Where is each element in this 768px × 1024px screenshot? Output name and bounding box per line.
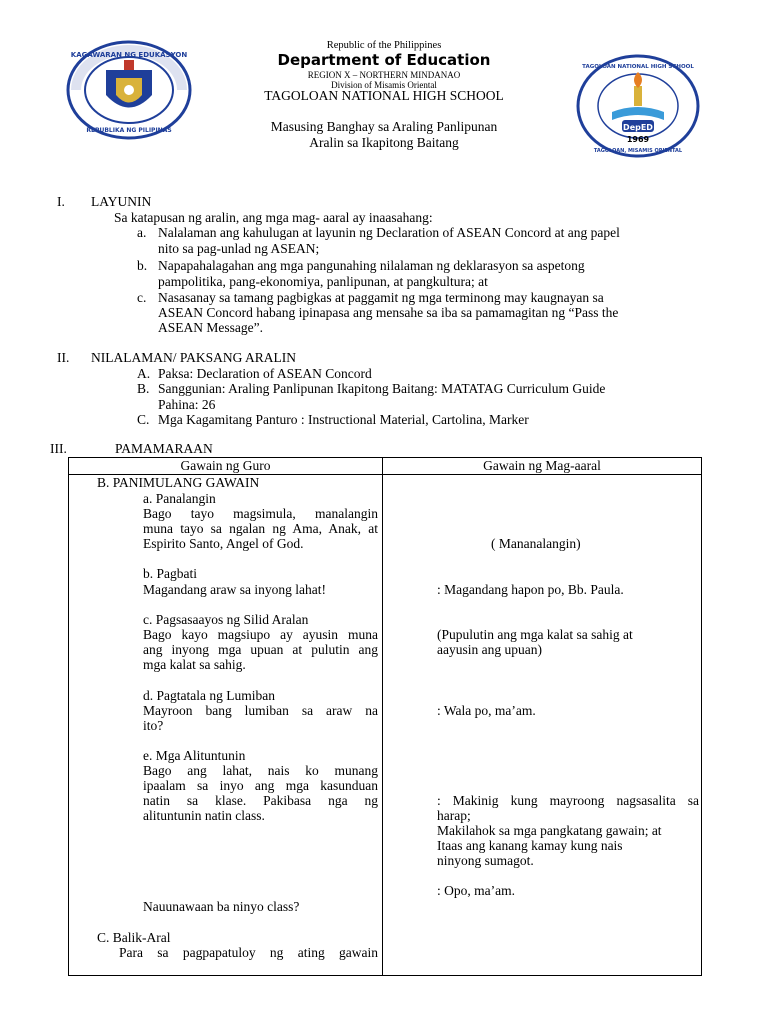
e-teacher-line2: ipaalam sa inyo ang mga kasunduan <box>143 778 378 793</box>
e-student-line6: : Opo, ma’am. <box>437 883 515 898</box>
republic-line: Republic of the Philippines <box>326 40 442 51</box>
deped-seal-bottom-text: REPUBLIKA NG PILIPINAS <box>86 127 172 134</box>
a-label: a. Panalangin <box>143 491 216 506</box>
content-b-text2: Pahina: 26 <box>158 397 216 412</box>
objective-b-line2: pampolitika, pang-ekonomiya, panlipunan, at pangkultura; at <box>158 274 488 289</box>
content-a-text: Paksa: Declaration of ASEAN Concord <box>158 366 372 381</box>
section1-number: I. <box>57 194 65 209</box>
plan-subtitle: Aralin sa Ikapitong Baitang <box>309 135 459 150</box>
e-student-line4: Itaas ang kanang kamay kung nais <box>437 838 623 853</box>
objective-a-letter: a. <box>137 225 147 240</box>
d-student-response: : Wala po, ma’am. <box>437 703 536 718</box>
e-student-line3: Makilahok sa mga pangkatang gawain; at <box>437 823 662 838</box>
objective-c-line3: ASEAN Message”. <box>158 320 263 335</box>
d-label: d. Pagtatala ng Lumiban <box>143 688 275 703</box>
student-column <box>383 475 702 976</box>
division-line: Division of Misamis Oriental <box>331 80 437 90</box>
content-c-text: Mga Kagamitang Panturo : Instructional Material, Cartolina, Marker <box>158 412 529 427</box>
c-heading: C. Balik-Aral <box>97 930 171 945</box>
procedure-table <box>68 457 702 976</box>
school-seal-text: TAGOLOAN NATIONAL HIGH SCHOOL <box>582 64 694 70</box>
b-teacher-line1: Magandang araw sa inyong lahat! <box>143 582 326 597</box>
e-student-line5: ninyong sumagot. <box>437 853 534 868</box>
objective-c-line1: Nasasanay sa tamang pagbigkas at paggamit ng mga terminong may kaugnayan sa <box>158 290 604 305</box>
content-b-letter: B. <box>137 381 150 396</box>
c-student-line1: (Pupulutin ang mga kalat sa sahig at <box>437 627 633 642</box>
section1-title: LAYUNIN <box>91 194 152 209</box>
a-student-response: ( Mananalangin) <box>491 536 581 551</box>
objective-a-line2: nito sa pag-unlad ng ASEAN; <box>158 241 320 256</box>
e-teacher-line5: Nauunawaan ba ninyo class? <box>143 899 300 914</box>
c-teacher-line2: ang inyong mga upuan at pulutin ang <box>143 642 378 657</box>
content-b-text: Sanggunian: Araling Panlipunan Ikapitong Baitang: MATATAG Curriculum Guide <box>158 381 606 396</box>
objective-a-line1: Nalalaman ang kahulugan at layunin ng Declaration of ASEAN Concord at ang papel <box>158 225 620 240</box>
section2-number: II. <box>57 350 70 365</box>
school-seal-bottom-text: TAGOLOAN, MISAMIS ORIENTAL <box>593 148 683 154</box>
department-title: Department of Education <box>277 51 491 69</box>
school-seal-badge: DepED <box>623 123 653 132</box>
section1-intro: Sa katapusan ng aralin, ang mga mag- aaral ay inaasahang: <box>114 210 433 225</box>
e-label: e. Mga Alituntunin <box>143 748 246 763</box>
a-teacher-line2: muna tayo sa ngalan ng Ama, Anak, at <box>143 521 378 536</box>
content-a-letter: A. <box>137 366 151 381</box>
c-teacher-line3: mga kalat sa sahig. <box>143 657 246 672</box>
section2-title: NILALAMAN/ PAKSANG ARALIN <box>91 350 297 365</box>
col-teacher-header: Gawain ng Guro <box>69 458 383 475</box>
e-teacher-line3: natin sa klase. Pakibasa nga ng <box>143 793 378 808</box>
section3-title: PAMAMARAAN <box>115 441 213 456</box>
content-c-letter: C. <box>137 412 150 427</box>
objective-b-letter: b. <box>137 258 148 273</box>
e-teacher-line4: alituntunin natin class. <box>143 808 265 823</box>
c-label: c. Pagsasaayos ng Silid Aralan <box>143 612 309 627</box>
d-teacher-line1: Mayroon bang lumiban sa araw na <box>143 703 378 718</box>
c-heading-line1: Para sa pagpapatuloy ng ating gawain <box>119 945 378 960</box>
a-teacher-line3: Espirito Santo, Angel of God. <box>143 536 304 551</box>
b-heading: B. PANIMULANG GAWAIN <box>97 475 260 490</box>
col-student-header: Gawain ng Mag-aaral <box>383 458 702 475</box>
a-teacher-line1: Bago tayo magsimula, manalangin <box>143 506 378 521</box>
deped-seal-top-text: KAGAWARAN NG EDUKASYON <box>70 51 188 59</box>
objective-c-line2: ASEAN Concord habang ipinapasa ang mensahe sa iba sa pamamagitan ng “Pass the <box>158 305 619 320</box>
objective-c-letter: c. <box>137 290 147 305</box>
section3-number: III. <box>50 441 67 456</box>
teacher-column <box>69 475 383 976</box>
e-student-line2: harap; <box>437 808 471 823</box>
c-teacher-line1: Bago kayo magsiupo ay ayusin muna <box>143 627 378 642</box>
c-student-line2: aayusin ang upuan) <box>437 642 542 657</box>
e-student-line1: : Makinig kung mayroong nagsasalita sa <box>437 793 699 808</box>
school-seal-year: 1969 <box>626 135 650 144</box>
objective-b-line1: Napapahalagahan ang mga pangunahing nilalaman ng deklarasyon sa aspetong <box>158 258 585 273</box>
d-teacher-line2: ito? <box>143 718 164 733</box>
b-label: b. Pagbati <box>143 566 197 581</box>
e-teacher-line1: Bago ang lahat, nais ko munang <box>143 763 378 778</box>
school-name: TAGOLOAN NATIONAL HIGH SCHOOL <box>264 88 504 103</box>
b-student-response: : Magandang hapon po, Bb. Paula. <box>437 582 624 597</box>
plan-title: Masusing Banghay sa Araling Panlipunan <box>270 119 498 134</box>
region-line: REGION X – NORTHERN MINDANAO <box>307 70 461 80</box>
